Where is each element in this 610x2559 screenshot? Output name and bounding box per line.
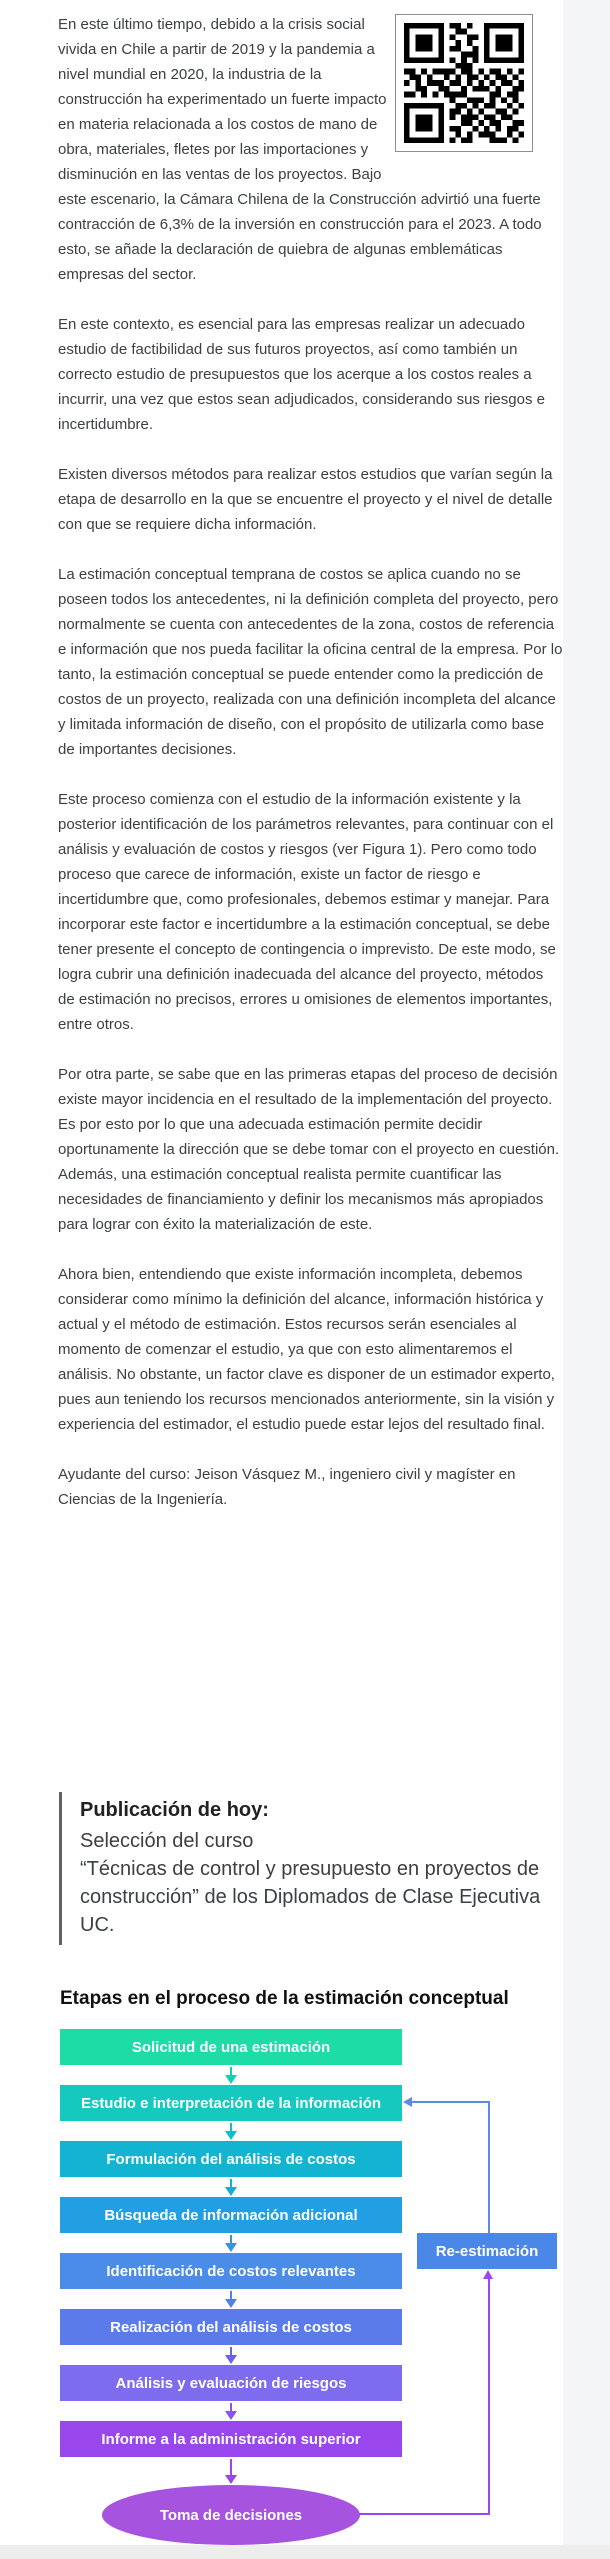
down-arrow-head — [225, 2299, 237, 2308]
flowchart-step-1: Solicitud de una estimación — [60, 2029, 402, 2065]
qr-code — [395, 14, 533, 152]
loop-purple-vertical — [488, 2279, 490, 2515]
paragraph-2: En este contexto, es esencial para las empresas realizar un adecuado estudio de factibilidad de sus futuros proyectos, así como también un correcto estudio de presupuestos que los acerque a los costos reales a incurrir, una vez que estos sean adjudicados, considerando sus riesgos e incertidumbre. — [58, 316, 545, 433]
paragraph-1: En este último tiempo, debido a la crisis social vivida en Chile a partir de 2019 y la pandemia a nivel mundial en 2020, la industria de la construcción ha experimentado un fuerte impacto en materia relacionada a los costos de mano de obra, materiales, fletes por las importaciones y disminución en las ventas de los proyectos. Bajo este escenario, la Cámara Chilena de la Construcción advirtió una fuerte contracción de 6,3% de la inversión en construcción para el 2023. A todo esto, se añade la declaración de quiebra de algunas emblemáticas empresas del sector. — [58, 16, 542, 283]
down-arrow-head — [225, 2075, 237, 2084]
flowchart-terminal-toma-de-decisiones: Toma de decisiones — [102, 2485, 360, 2545]
article-body — [58, 12, 563, 1512]
flowchart-box-re-estimacion: Re-estimación — [417, 2233, 557, 2269]
down-arrow-head — [225, 2411, 237, 2420]
loop-blue-vertical — [488, 2101, 490, 2233]
qr-code-image — [404, 23, 524, 143]
flowchart-step-8: Informe a la administración superior — [60, 2421, 402, 2457]
paragraph-4: La estimación conceptual temprana de costos se aplica cuando no se poseen todos los antecedentes, ni la definición completa del proyecto, pero normalmente se cuenta con antecedentes de la zona, costos de referencia e información que nos pueda facilitar la oficina central de la empresa. Por lo tanto, la estimación conceptual se puede entender como la predicción de costos de un proyecto, realizada con una definición incompleta del alcance y limitada información de diseño, con el propósito de utilizarla como base de importantes decisiones. — [58, 566, 563, 758]
figure-estimation-process — [0, 1985, 610, 2559]
loop-blue-horizontal — [411, 2101, 490, 2103]
flowchart-step-3: Formulación del análisis de costos — [60, 2141, 402, 2177]
figure-title: Etapas en el proceso de la estimación conceptual — [60, 1988, 509, 2009]
paragraph-3: Existen diversos métodos para realizar estos estudios que varían según la etapa de desarrollo en la que se encuentre el proyecto y el nivel de detalle con que se requiere dicha información. — [58, 466, 553, 533]
paragraph-6: Por otra parte, se sabe que en las primeras etapas del proceso de decisión existe mayor incidencia en el resultado de la implementación del proyecto. Es por esto por lo que una adecuada estimación permite decidir oportunamente la dirección que se debe tomar con el proyecto en cuestión. Además, una estimación conceptual realista permite cuantificar las necesidades de financiamiento y definir los mecanismos más apropiados para lograr con éxito la materialización de este. — [58, 1066, 560, 1233]
page-bottom-margin — [0, 2545, 610, 2559]
loop-blue-arrow-head — [403, 2097, 412, 2107]
down-arrow-head — [225, 2355, 237, 2364]
flowchart-step-4: Búsqueda de información adicional — [60, 2197, 402, 2233]
flowchart-step-7: Análisis y evaluación de riesgos — [60, 2365, 402, 2401]
loop-purple-arrow-head — [483, 2270, 493, 2279]
course-assistant-note: Ayudante del curso: Jeison Vásquez M., ingeniero civil y magíster en Ciencias de la Ingeniería. — [58, 1466, 516, 1508]
down-arrow-stem — [230, 2459, 232, 2476]
publication-line: UC. — [80, 1914, 115, 1936]
down-arrow-head — [225, 2475, 237, 2484]
flowchart-step-2: Estudio e interpretación de la información — [60, 2085, 402, 2121]
page-right-margin — [563, 0, 610, 2559]
paragraph-5: Este proceso comienza con el estudio de la información existente y la posterior identificación de los parámetros relevantes, para continuar con el análisis y evaluación de costos y riesgos (ver Figura 1). Pero como todo proceso que carece de información, existe un factor de riesgo e incertidumbre que, como profesionales, debemos estimar y manejar. Para incorporar este factor e incertidumbre a la estimación conceptual, se debe tener presente el concepto de contingencia o imprevisto. De este modo, se logra cubrir una definición inadecuada del alcance del proyecto, métodos de estimación no precisos, errores u omisiones de elementos importantes, entre otros. — [58, 791, 556, 1033]
flowchart-step-6: Realización del análisis de costos — [60, 2309, 402, 2345]
publication-line: construcción” de los Diplomados de Clase Ejecutiva — [80, 1886, 541, 1908]
down-arrow-head — [225, 2131, 237, 2140]
down-arrow-head — [225, 2187, 237, 2196]
flowchart-step-5: Identificación de costos relevantes — [60, 2253, 402, 2289]
down-arrow-head — [225, 2243, 237, 2252]
loop-purple-horizontal — [358, 2513, 490, 2515]
publication-line: Selección del curso — [80, 1830, 254, 1852]
publication-callout — [59, 1792, 610, 1945]
paragraph-7: Ahora bien, entendiendo que existe información incompleta, debemos considerar como mínimo la definición del alcance, información histórica y actual y el método de estimación. Estos recursos serán esenciales al momento de comenzar el estudio, ya que con esto alimentaremos el análisis. No obstante, un factor clave es disponer de un estimador experto, pues aun teniendo los recursos mencionados anteriormente, sin la visión y experiencia del estimador, el estudio puede estar lejos del resultado final. — [58, 1266, 555, 1433]
publication-line: “Técnicas de control y presupuesto en proyectos de — [80, 1858, 540, 1880]
publication-title: Publicación de hoy: — [80, 1799, 269, 1821]
